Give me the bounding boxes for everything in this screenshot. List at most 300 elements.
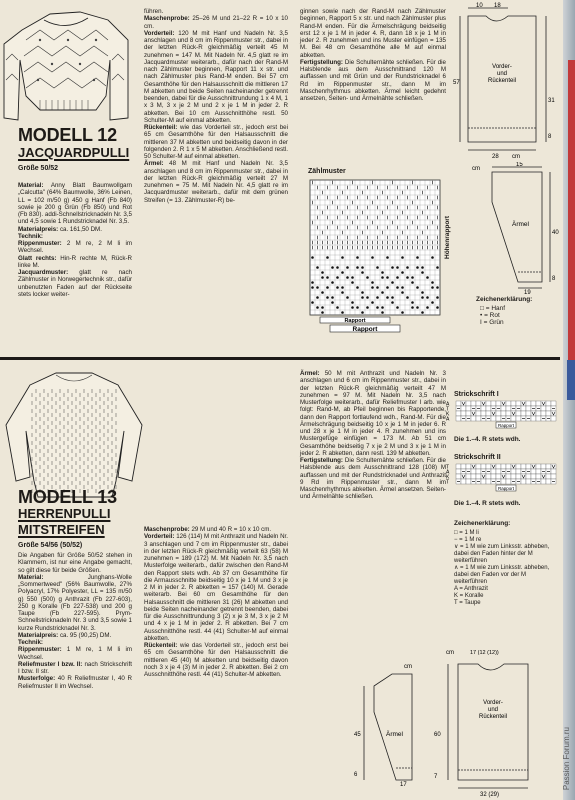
chart-cell-red <box>426 296 429 299</box>
strick-cell <box>461 464 466 469</box>
chart-cell-red <box>351 306 354 309</box>
model12-sleeve-schematic <box>470 162 560 294</box>
chart-cell-red <box>411 306 414 309</box>
chart-cell-red <box>361 296 364 299</box>
strickschrift-2-caption: Die 1.–4. R stets wdh. <box>454 500 521 507</box>
chart-cell-red <box>351 301 354 304</box>
chart-cell-red <box>346 266 349 269</box>
chart-cell-red <box>436 266 439 269</box>
strick-cell <box>551 416 556 421</box>
chart-cell-red <box>361 271 364 274</box>
strick-cell <box>531 401 536 406</box>
strick-cell <box>501 479 506 484</box>
paragraph-heading: Ärmel: <box>144 160 164 168</box>
strick-cell <box>536 411 541 416</box>
strickschrift-1-caption: Die 1.–4. R stets wdh. <box>454 436 521 443</box>
chart-cell-red <box>396 306 399 309</box>
m12c1-paragraph: Material: Anny Blatt Baumwollgarn „Calcutta" (64% Baumwolle, 36% Leinen, LL = 102 m/50 g) 450 g Hanf (Fb 840) sowie je 200 g Grün (Fb 850) und Rot (Fb 830). addi-Schnellstricknadeln Nr. 3,5 und 4,5 sowie 1 Rundstricknadel Nr. 3,5. <box>18 182 132 226</box>
chart-cell-red <box>316 296 319 299</box>
legend-item: □ = Hanf <box>480 305 506 312</box>
rapport-label-outer: Rapport <box>352 326 378 333</box>
strick-cell <box>551 474 556 479</box>
chart-cell-red <box>346 276 349 279</box>
chart-cell-red <box>396 266 399 269</box>
strick-rapport-label: Rapport <box>497 423 515 428</box>
m13-sleeve-num-1: 45 <box>354 732 361 738</box>
strick-cell <box>476 474 481 479</box>
m13c1-paragraph: Material: Junghans-Wolle „Sommertweed" (56% Baumwolle, 27% Polyacryl, 17% Polyester, LL = 135 m/50 g) 550 (500) g Anthrazit (Fb 227-603), 250 g Koralle (Fb 227-538) und 200 g Taupe (Fb 227-595). Prym-Schnellstricknadeln Nr. 3 und 3,5 sowie 1 kurze Rundstricknadel Nr. 3. <box>18 573 132 632</box>
strick-cell <box>481 464 486 469</box>
chart-cell-red <box>356 256 359 259</box>
paragraph-heading: Rippenmuster: <box>18 240 62 247</box>
strick-cell <box>551 469 556 474</box>
chart-cell-red <box>326 296 329 299</box>
strick-cell <box>536 416 541 421</box>
strick-row-color: K <box>446 411 450 418</box>
strick-cell <box>516 474 521 479</box>
blue-edge-mark <box>567 360 575 400</box>
model13-size: Größe 54/56 (50/52) <box>18 542 83 549</box>
legend-item: A = Anthrazit <box>454 586 488 592</box>
strick-cell <box>516 411 521 416</box>
strickschrift-2-chart <box>444 462 562 494</box>
strick-cell <box>546 474 551 479</box>
chart-cell-red <box>376 266 379 269</box>
strick-cell <box>526 464 531 469</box>
strick-cell <box>481 479 486 484</box>
strick-cell <box>476 464 481 469</box>
m13-front-num-side-b: 7 <box>434 774 438 780</box>
strick-row-color: A <box>446 469 450 476</box>
paragraph-heading: Vorderteil: <box>144 29 175 37</box>
strick-cell <box>456 469 461 474</box>
strick-cell <box>491 401 496 406</box>
legend-item: K = Koralle <box>454 593 484 599</box>
m13c2-paragraph: Vorderteil: 126 (114) M mit Anthrazit und Nadeln Nr. 3 anschlagen und 7 cm im Rippenmuster str., dabei in der letzten Rück-R gleichmäßig verteilt 63 (58) M zunehmen = 189 (172) M. Mit Nadeln Nr. 3,5 nach Musterfolge weiterarb., dafür zwischen den Rand-M den Rapport stets wdh. Ab 37 cm Gesamthöhe für die Armausschnitte beidseitig 10 x je 1 M und 3 x je 2 M in jeder 2. R abketten = 157 (140) M. Gerade weiterarb. Bei 60 cm Gesamthöhe für den Halsausschnitt die mittleren 31 (26) M abketten und beide Seiten nacheinander getrennt beenden, dabei für die Ausschnittrundung 3 (2) x je 3 M, 3 x je 2 M und 4 x je 1 M in jeder 2. R abketten. Bei 7 cm Ausschnitthöhe restl. 44 (41) Schulter-M auf einmal abketten. <box>144 533 288 642</box>
red-edge-mark <box>568 60 575 360</box>
m12c1-paragraph: Materialpreis: ca. 161,50 DM. <box>18 225 102 233</box>
m13c2-paragraph: Maschenprobe: 29 M und 40 R = 10 x 10 cm. <box>144 526 272 533</box>
strick-cell <box>526 479 531 484</box>
m13-sleeve-num-bottom: 17 <box>400 782 407 786</box>
m13-sleeve-label: Ärmel <box>386 731 403 738</box>
zaehlmuster-chart <box>308 178 458 350</box>
chart-cell-red <box>356 286 359 289</box>
chart-cell-red <box>401 291 404 294</box>
model13-legend <box>454 530 560 607</box>
watermark: Passion Forum.ru <box>562 726 571 790</box>
strick-cell <box>501 406 506 411</box>
strick-cell <box>491 474 496 479</box>
paragraph-heading: Ärmel: <box>300 370 320 377</box>
chart-cell-red <box>386 286 389 289</box>
strick-cell <box>511 401 516 406</box>
schematic-front-num-body: 8 <box>548 134 552 140</box>
m13-front-num-top-mid: 17 (12 (12)) <box>470 650 499 656</box>
strick-cell <box>511 474 516 479</box>
chart-cell-red <box>396 286 399 289</box>
chart-cell-red <box>326 256 329 259</box>
m13-front-label-1: Vorder- <box>483 700 503 706</box>
chart-cell-red <box>336 306 339 309</box>
chart-cell-red <box>416 306 419 309</box>
strick-cell <box>541 479 546 484</box>
strick-cell <box>486 474 491 479</box>
chart-cell-red <box>426 276 429 279</box>
m12c1-paragraph: Glatt rechts: Hin-R rechte M, Rück-R linke M. <box>18 254 132 269</box>
chart-cell-red <box>326 276 329 279</box>
strick-cell <box>531 469 536 474</box>
strick-cell <box>536 474 541 479</box>
strick-row-color: A <box>446 401 450 408</box>
strick-cell <box>541 406 546 411</box>
chart-cell-red <box>366 276 369 279</box>
strick-cell <box>546 411 551 416</box>
strick-cell <box>456 474 461 479</box>
strick-cell <box>536 469 541 474</box>
chart-cell-red <box>396 276 399 279</box>
chart-cell-red <box>391 296 394 299</box>
paragraph-heading: Reliefmuster I bzw. II: <box>18 660 83 668</box>
strick-row-color: K <box>446 474 450 481</box>
chart-cell-red <box>341 286 344 289</box>
chart-cell-red <box>381 276 384 279</box>
strick-cell <box>516 469 521 474</box>
paragraph-heading: Jacquardmuster: <box>18 269 69 276</box>
legend-item: − = 1 M re <box>454 537 482 543</box>
chart-cell-red <box>351 276 354 279</box>
strick-cell <box>546 464 551 469</box>
strick-cell <box>521 411 526 416</box>
model12-text-column-2 <box>144 8 288 204</box>
chart-cell-red <box>356 306 359 309</box>
strick-cell <box>476 411 481 416</box>
m12c1-paragraph: Rippenmuster: 2 M re, 2 M li im Wechsel. <box>18 240 132 255</box>
chart-cell-red <box>391 301 394 304</box>
paragraph-heading: Material: <box>18 182 44 189</box>
chart-cell-red <box>316 266 319 269</box>
strick-cell <box>466 406 471 411</box>
chart-cell-red <box>406 266 409 269</box>
zaehlmuster-title: Zählmuster <box>308 168 346 175</box>
strick-cell <box>496 464 501 469</box>
strick-rapport-label: Rapport <box>497 486 515 491</box>
chart-cell-red <box>311 286 314 289</box>
chart-cell-red <box>401 271 404 274</box>
chart-cell-red <box>381 306 384 309</box>
model12-title: MODELL 12 <box>18 125 117 145</box>
paragraph-heading: Material: <box>18 573 44 581</box>
strick-cell <box>546 406 551 411</box>
model13-text-column-1 <box>18 552 132 690</box>
m13c3-paragraph: Fertigstellung: Die Schulternähte schließen. Für die Halsblende aus dem Ausschnittrand 128 (108) M auffassen und mit der Rundstricknadel und Anthrazit 9 Rd im Rippenmuster str., dann M im Maschenrhythmus abketten. Ärmel ansetzen. Seiten- und Ärmelnähte schließen. <box>300 457 446 501</box>
chart-cell-red <box>421 291 424 294</box>
strick-cell <box>506 474 511 479</box>
strick-cell <box>511 469 516 474</box>
m12c3-paragraph: Fertigstellung: Die Schulternähte schließen. Für die Halsblende aus dem Ausschnittrand 120 M auffassen und mit Grün und der Rundstricknadel 6 Rd im Rippenmuster str., dann M im Maschenrhythmus abketten. Ärmel leicht gedehnt ansetzen, Seiten- und Ärmelnähte schließen. <box>300 58 446 102</box>
strick-cell <box>541 411 546 416</box>
paragraph-heading: Technik: <box>18 639 43 646</box>
legend-item: • = Rot <box>480 312 500 319</box>
chart-cell-red <box>321 276 324 279</box>
strick-cell <box>506 464 511 469</box>
chart-cell-red <box>436 296 439 299</box>
strick-cell <box>456 416 461 421</box>
legend-item: ∧ = 1 M wie zum Linksstr. abheben, dabei den Faden vor der M weiterführen <box>454 565 550 585</box>
strick-cell <box>506 479 511 484</box>
strick-cell <box>536 464 541 469</box>
chart-cell-red <box>361 266 364 269</box>
model13-title: MODELL 13 <box>18 487 117 507</box>
chart-cell-red <box>341 311 344 314</box>
chart-cell-red <box>311 281 314 284</box>
paragraph-heading: Musterfolge: <box>18 675 56 683</box>
m12c2-paragraph: Maschenprobe: 25–26 M und 21–22 R = 10 x 10 cm. <box>144 15 288 30</box>
chart-cell-red <box>406 296 409 299</box>
section-divider <box>0 357 560 360</box>
chart-cell-red <box>391 266 394 269</box>
m12c1-paragraph: Jacquardmuster: glatt re nach Zählmuster in Norwegertechnik str., dafür unbenutzten Faden auf der Rückseite stets locker weiter- <box>18 269 132 298</box>
strick-row-color: T <box>446 406 450 413</box>
strick-cell <box>476 401 481 406</box>
chart-cell-red <box>316 306 319 309</box>
chart-cell-red <box>321 271 324 274</box>
strick-cell <box>456 464 461 469</box>
chart-cell-red <box>331 301 334 304</box>
chart-cell-red <box>416 266 419 269</box>
model13-subtitle-2: MITSTREIFEN <box>18 522 105 537</box>
chart-cell-red <box>411 301 414 304</box>
strick-row-color: A <box>446 416 450 423</box>
chart-cell-red <box>431 301 434 304</box>
chart-cell-red <box>331 296 334 299</box>
chart-cell-red <box>356 266 359 269</box>
strick-cell <box>461 411 466 416</box>
strick-cell <box>511 416 516 421</box>
strick-cell <box>506 406 511 411</box>
strick-cell <box>466 401 471 406</box>
chart-cell-red <box>381 311 384 314</box>
schematic-front-label-2: und <box>496 71 508 77</box>
jacquard-sweater-illustration <box>0 0 132 130</box>
model13-text-column-2 <box>144 526 288 678</box>
chart-cell-red <box>421 266 424 269</box>
strick-cell <box>521 406 526 411</box>
chart-cell-red <box>321 311 324 314</box>
strick-cell <box>516 401 521 406</box>
m13c3-paragraph: Ärmel: 50 M mit Anthrazit und Nadeln Nr. 3 anschlagen und 6 cm im Rippenmuster str., dabei in der letzten Rück-R gleichmäßig verteilt 47 M zunehmen = 97 M. Mit Nadeln Nr. 3,5 nach Musterfolge weiterarb., dafür Reliefmuster I arb. wie folgt: Rand-M, ab Pfeil beginnen bis Rapportende, dann den Rapport fortlaufend wdh., Rand-M. Für die Ärmelschrägung beidseitig 10 x je 1 M in jeder 6. R und 28 x je 1 M in jeder 4. R zunehmen und ins Mustergefüge einfügen = 173 M. Ab 51 cm Gesamthöhe beidseitig 7 x je 2 M und 3 x je 1 M in jeder 2. R abketten, dann restl. 139 M abketten. <box>300 370 446 457</box>
chart-cell-red <box>406 276 409 279</box>
schematic-front-num-top-left: 10 <box>476 3 483 9</box>
schematic-front-num-upper: 31 <box>548 98 555 104</box>
strick-cell <box>501 464 506 469</box>
strick-cell <box>501 411 506 416</box>
schematic-front-num-bottom: 28 <box>492 154 499 160</box>
chart-cell-red <box>421 296 424 299</box>
m13c1-paragraph: Rippenmuster: 1 M re, 1 M li im Wechsel. <box>18 646 132 661</box>
model12-size: Größe 50/52 <box>18 165 59 172</box>
chart-cell-red <box>316 286 319 289</box>
model12-subtitle: JACQUARDPULLI <box>18 145 130 160</box>
paragraph-heading: Fertigstellung: <box>300 58 343 66</box>
chart-cell-red <box>426 306 429 309</box>
m13-front-num-side-a: 60 <box>434 732 441 738</box>
model13-subtitle-1: HERRENPULLI <box>18 506 111 521</box>
strick-cell <box>496 474 501 479</box>
m13c1-paragraph <box>18 639 132 646</box>
model13-text-column-3 <box>300 370 446 501</box>
strick-cell <box>531 416 536 421</box>
strick-cell <box>526 474 531 479</box>
strick-cell <box>486 401 491 406</box>
zaehlmuster-hoehenrapport: Höhenrapport <box>444 216 451 259</box>
model12-text-column-3 <box>300 8 446 102</box>
chart-cell-red <box>331 281 334 284</box>
sleeve-num-side-a: 40 <box>552 230 559 236</box>
strickschrift-1-title: Strickschrift I <box>454 391 499 398</box>
chart-cell-red <box>416 286 419 289</box>
chart-cell-red <box>431 281 434 284</box>
m13-front-label-3: Rückenteil <box>478 714 508 720</box>
m12c2-paragraph: führen. <box>144 8 164 15</box>
strick-cell <box>516 464 521 469</box>
chart-cell-red <box>341 291 344 294</box>
strick-cell <box>496 411 501 416</box>
strick-cell <box>546 479 551 484</box>
schematic-front-cm: cm <box>512 154 520 160</box>
chart-cell-red <box>366 296 369 299</box>
m12c2-paragraph: Ärmel: 48 M mit Hanf und Nadeln Nr. 3,5 anschlagen und 8 cm im Rippenmuster str., dabei in der letzten Rück-R gleichmäßig verteilt 27 M zunehmen = 75 M. Mit Nadeln Nr. 4,5 glatt re im Jacquardmuster weiterarb., dafür mit dem grünen Streifen (= 13. Zählmuster-R) be- <box>144 160 288 204</box>
chart-cell-red <box>376 296 379 299</box>
chart-cell-red <box>431 286 434 289</box>
strick-cell <box>521 479 526 484</box>
chart-cell-red <box>351 281 354 284</box>
paragraph-heading: Vorderteil: <box>144 533 175 541</box>
chart-cell-red <box>401 311 404 314</box>
m13-front-num-bottom: 32 (29) <box>480 792 500 798</box>
strick-cell <box>526 406 531 411</box>
paragraph-heading: Maschenprobe: <box>144 15 190 23</box>
paragraph-heading: Technik: <box>18 232 43 240</box>
paragraph-heading: Glatt rechts: <box>18 254 57 262</box>
strick-cell <box>496 416 501 421</box>
strick-cell <box>506 411 511 416</box>
strick-cell <box>521 464 526 469</box>
strick-cell <box>461 479 466 484</box>
m12c1-paragraph <box>18 233 132 240</box>
chart-cell-red <box>366 306 369 309</box>
paragraph-heading: Rückenteil: <box>144 124 178 131</box>
m13-front-cm: cm <box>446 650 454 656</box>
striped-sweater-illustration <box>0 365 145 503</box>
strick-cell <box>491 469 496 474</box>
strick-cell <box>491 416 496 421</box>
chart-cell-red <box>381 271 384 274</box>
chart-cell-red <box>321 306 324 309</box>
legend-item: ∨ = 1 M wie zum Linksstr. abheben, dabei den Faden hinter der M weiterführen <box>454 544 550 564</box>
strick-cell <box>486 479 491 484</box>
chart-cell-red <box>371 281 374 284</box>
chart-cell-red <box>421 311 424 314</box>
chart-cell-red <box>361 311 364 314</box>
chart-cell-red <box>371 301 374 304</box>
strick-cell <box>526 411 531 416</box>
strick-cell <box>546 401 551 406</box>
sleeve-label: Ärmel <box>512 221 529 228</box>
paragraph-heading: Materialpreis: <box>18 225 59 233</box>
chart-cell-red <box>401 286 404 289</box>
strick-cell <box>526 401 531 406</box>
strick-cell <box>531 474 536 479</box>
strick-cell <box>466 411 471 416</box>
chart-cell-red <box>341 256 344 259</box>
rapport-label-inner: Rapport <box>344 318 366 324</box>
m13c1-paragraph: Materialpreis: ca. 95 (90,25) DM. <box>18 631 112 639</box>
chart-cell-red <box>311 301 314 304</box>
strick-cell <box>471 401 476 406</box>
schematic-front-num-total: 57 <box>453 80 460 86</box>
m13-sleeve-num-2: 6 <box>354 772 358 778</box>
chart-cell-red <box>411 276 414 279</box>
paragraph-heading: Maschenprobe: <box>144 526 190 533</box>
strick-cell <box>516 416 521 421</box>
schematic-front-label-3: Rückenteil <box>487 78 517 84</box>
m13-sleeve-cm: cm <box>404 664 412 670</box>
strick-cell <box>476 469 481 474</box>
paragraph-heading: Materialpreis: <box>18 631 59 639</box>
strick-cell <box>496 469 501 474</box>
chart-cell-red <box>321 291 324 294</box>
legend-item: □ = 1 M li <box>454 530 479 536</box>
m13c1-paragraph: Reliefmuster I bzw. II: nach Strickschrift I bzw. II str. <box>18 660 132 675</box>
schematic-front-num-top-mid: 18 <box>494 3 501 9</box>
strick-cell <box>471 469 476 474</box>
strick-cell <box>471 474 476 479</box>
strick-row-color: T <box>446 479 450 486</box>
strick-cell <box>466 464 471 469</box>
strickschrift-1-chart <box>444 399 562 429</box>
model12-legend-title: Zeichenerklärung: <box>476 296 533 303</box>
m13c1-paragraph: Die Angaben für Größe 50/52 stehen in Klammern, ist nur eine Angabe gemacht, so gilt diese für beide Größen. <box>18 552 132 574</box>
chart-cell-red <box>436 306 439 309</box>
m12c2-paragraph: Rückenteil: wie das Vorderteil str., jedoch erst bei 65 cm Gesamthöhe für den Halsausschnitt die mittleren 37 M abketten und beidseitig davon in der folgenden 2. R 1 x 5 M abketten. Anschließend restl. 50 Schulter-M auf einmal abketten. <box>144 124 288 160</box>
chart-cell-red <box>341 271 344 274</box>
schematic-front-label-1: Vorder- <box>492 64 512 70</box>
chart-cell-red <box>326 286 329 289</box>
chart-cell-red <box>416 256 419 259</box>
m13c1-paragraph: Musterfolge: 40 R Reliefmuster I, 40 R Reliefmuster II im Wechsel. <box>18 675 132 690</box>
model12-text-column-1 <box>18 182 132 298</box>
model13-front-back-schematic <box>432 640 558 798</box>
chart-cell-red <box>346 296 349 299</box>
sleeve-num-bottom: 19 <box>524 290 531 294</box>
chart-cell-red <box>386 276 389 279</box>
strick-cell <box>506 401 511 406</box>
chart-cell-red <box>336 276 339 279</box>
strick-cell <box>476 416 481 421</box>
chart-cell-red <box>386 296 389 299</box>
chart-cell-red <box>311 256 314 259</box>
paragraph-heading: Rippenmuster: <box>18 646 62 654</box>
model13-sleeve-schematic <box>352 656 432 786</box>
chart-cell-red <box>381 291 384 294</box>
chart-cell-red <box>376 286 379 289</box>
model13-legend-title: Zeichenerklärung: <box>454 520 511 527</box>
chart-cell-red <box>371 256 374 259</box>
m13-front-label-2: und <box>487 707 499 713</box>
strick-cell <box>456 411 461 416</box>
chart-cell-red <box>401 256 404 259</box>
